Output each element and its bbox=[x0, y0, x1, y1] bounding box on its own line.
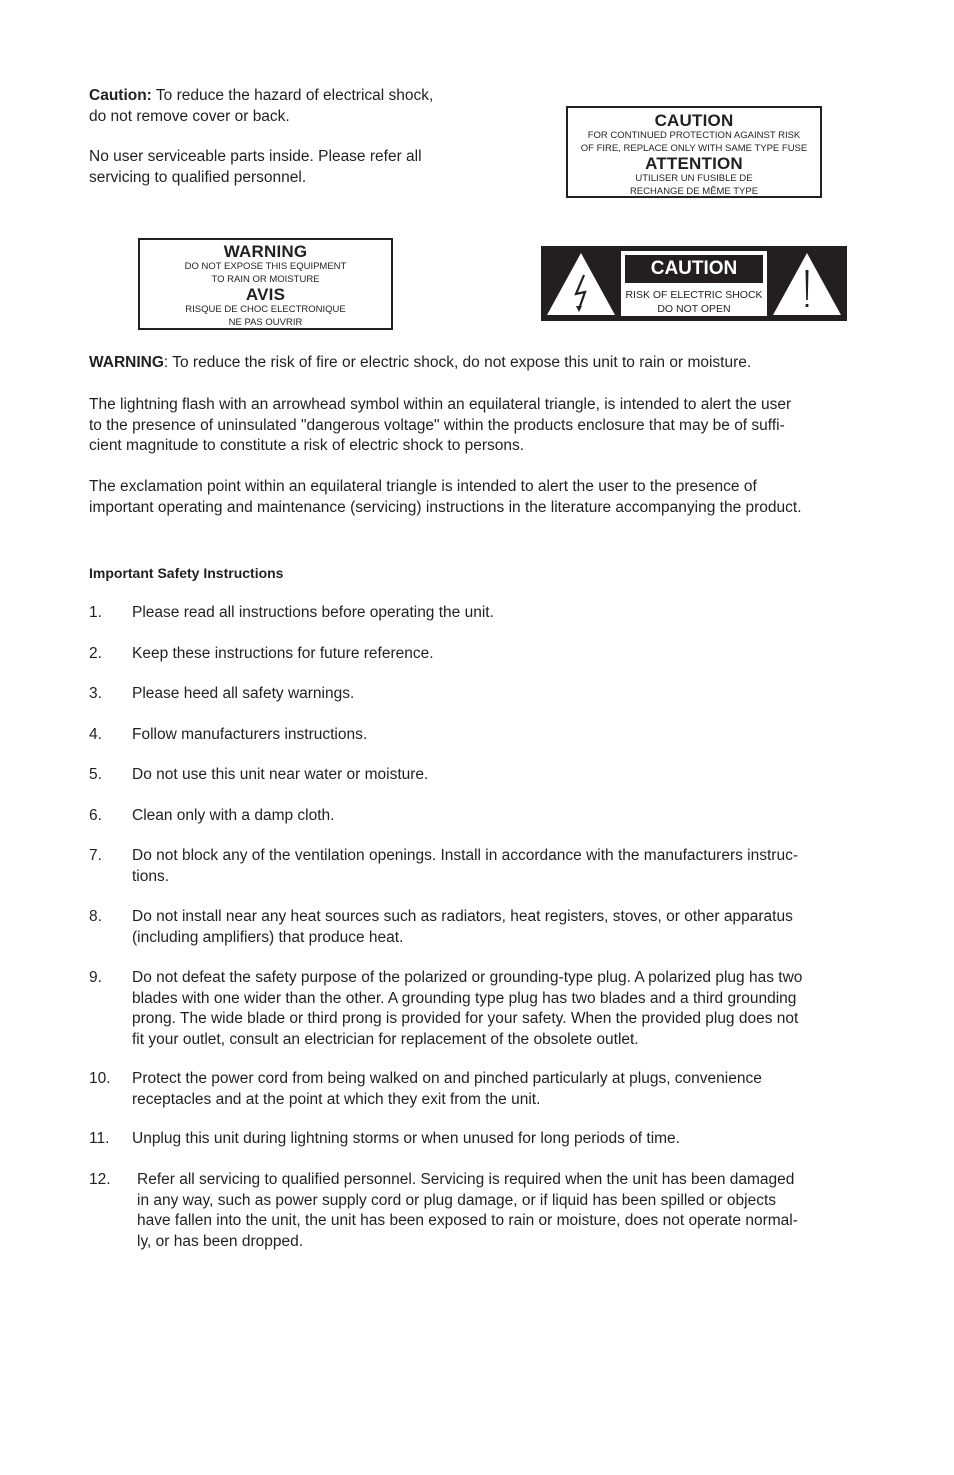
warning-label-line-2: TO RAIN OR MOISTURE bbox=[211, 274, 320, 285]
list-item-text: tions. bbox=[132, 867, 170, 885]
list-item-text: Follow manufacturers instructions. bbox=[132, 726, 368, 743]
list-item-text: Please heed all safety warnings. bbox=[132, 685, 355, 702]
safety-instructions-heading: Important Safety Instructions bbox=[89, 565, 284, 581]
list-item-text: Do not use this unit near water or moisture. bbox=[132, 766, 429, 783]
warning-label-title: WARNING bbox=[223, 242, 308, 261]
list-item-text: Keep these instructions for future reference. bbox=[132, 645, 434, 662]
lightning-paragraph-line: The lightning flash with an arrowhead symbol within an equilateral triangle, is intended to alert the user bbox=[89, 396, 792, 413]
fuse-attention-line-1: UTILISER UN FUSIBLE DE bbox=[635, 173, 753, 184]
avis-label-line-1: RISQUE DE CHOC ELECTRONIQUE bbox=[185, 304, 346, 315]
service-text-2: servicing to qualified personnel. bbox=[89, 168, 307, 186]
caution-text: To reduce the hazard of electrical shock, bbox=[151, 87, 434, 104]
list-item-text: Refer all servicing to qualified personnel. Servicing is required when the unit has been damaged bbox=[137, 1171, 795, 1188]
list-item-number: 10. bbox=[89, 1070, 111, 1087]
list-item-number: 11. bbox=[89, 1130, 110, 1147]
list-item-text: Please read all instructions before operating the unit. bbox=[132, 604, 494, 621]
electric-shock-caution-label bbox=[541, 246, 847, 321]
exclamation-paragraph-line: important operating and maintenance (servicing) instructions in the literature accompanying the product. bbox=[89, 498, 802, 516]
warning-paragraph-text: : To reduce the risk of fire or electric shock, do not expose this unit to rain or moisture. bbox=[163, 354, 752, 371]
list-item-number: 9. bbox=[89, 969, 102, 986]
list-item-text: (including amplifiers) that produce heat. bbox=[132, 928, 404, 946]
warning-label-line-1: DO NOT EXPOSE THIS EQUIPMENT bbox=[184, 261, 347, 272]
list-item-text: in any way, such as power supply cord or plug damage, or if liquid has been spilled or objects bbox=[137, 1191, 777, 1209]
lightning-paragraph-line: to the presence of uninsulated "dangerous voltage" within the products enclosure that may be of suffi- bbox=[89, 416, 785, 434]
list-item-number: 5. bbox=[89, 766, 102, 783]
shock-label-title: CAUTION bbox=[625, 255, 763, 283]
caution-text-2: do not remove cover or back. bbox=[89, 107, 290, 125]
avis-label-line-2: NE PAS OUVRIR bbox=[228, 317, 303, 328]
list-item-text: receptacles and at the point at which they exit from the unit. bbox=[132, 1090, 541, 1108]
list-item-text: Do not block any of the ventilation openings. Install in accordance with the manufacturers instruc- bbox=[132, 847, 799, 864]
list-item-number: 2. bbox=[89, 645, 102, 662]
caution-notice bbox=[89, 86, 509, 188]
fuse-caution-line-1: FOR CONTINUED PROTECTION AGAINST RISK bbox=[587, 130, 801, 141]
exclamation-paragraph bbox=[89, 477, 889, 518]
lightning-triangle-icon bbox=[545, 250, 617, 317]
exclamation-paragraph-line: The exclamation point within an equilateral triangle is intended to alert the user to the presence of bbox=[89, 478, 757, 495]
list-item-text: Do not defeat the safety purpose of the polarized or grounding-type plug. A polarized plug has two bbox=[132, 969, 803, 986]
shock-label-line-1: RISK OF ELECTRIC SHOCK bbox=[625, 289, 763, 301]
list-item-number: 12. bbox=[89, 1171, 111, 1188]
caution-label: Caution: bbox=[89, 87, 152, 104]
warning-label bbox=[138, 238, 393, 330]
lightning-paragraph bbox=[89, 395, 889, 457]
list-item-text: prong. The wide blade or third prong is provided for your safety. When the provided plug does not bbox=[132, 1010, 799, 1027]
warning-paragraph-label: WARNING bbox=[89, 354, 164, 371]
list-item-number: 7. bbox=[89, 847, 102, 864]
list-item-number: 8. bbox=[89, 908, 102, 925]
list-item-number: 1. bbox=[89, 604, 102, 621]
list-item-text: blades with one wider than the other. A grounding type plug has two blades and a third grounding bbox=[132, 989, 797, 1007]
fuse-attention-line-2: RECHANGE DE MÊME TYPE bbox=[629, 186, 759, 197]
avis-label-title: AVIS bbox=[245, 285, 286, 304]
list-item-number: 6. bbox=[89, 807, 102, 824]
fuse-caution-line-2: OF FIRE, REPLACE ONLY WITH SAME TYPE FUSE bbox=[580, 143, 808, 154]
list-item-text: Clean only with a damp cloth. bbox=[132, 807, 335, 824]
exclamation-triangle-icon bbox=[771, 250, 843, 317]
list-item-text: have fallen into the unit, the unit has been exposed to rain or moisture, does not operate normal- bbox=[137, 1212, 798, 1229]
list-item-text: Unplug this unit during lightning storms or when unused for long periods of time. bbox=[132, 1130, 680, 1147]
warning-paragraph bbox=[89, 353, 889, 374]
shock-label-line-2: DO NOT OPEN bbox=[657, 303, 731, 315]
list-item-text: fit your outlet, consult an electrician for replacement of the obsolete outlet. bbox=[132, 1030, 639, 1048]
fuse-caution-title: CAUTION bbox=[654, 111, 734, 130]
fuse-attention-title: ATTENTION bbox=[645, 154, 743, 173]
shock-label-inner bbox=[621, 251, 767, 316]
list-item-number: 4. bbox=[89, 726, 102, 743]
list-item-text: Do not install near any heat sources such as radiators, heat registers, stoves, or other apparatus bbox=[132, 908, 793, 925]
list-item-text: Protect the power cord from being walked on and pinched particularly at plugs, convenience bbox=[132, 1070, 762, 1087]
list-item-number: 3. bbox=[89, 685, 102, 702]
service-text-1: No user serviceable parts inside. Please refer all bbox=[89, 148, 422, 165]
list-item-text: ly, or has been dropped. bbox=[137, 1232, 304, 1250]
fuse-caution-label bbox=[566, 106, 822, 198]
lightning-paragraph-line: cient magnitude to constitute a risk of electric shock to persons. bbox=[89, 437, 525, 454]
